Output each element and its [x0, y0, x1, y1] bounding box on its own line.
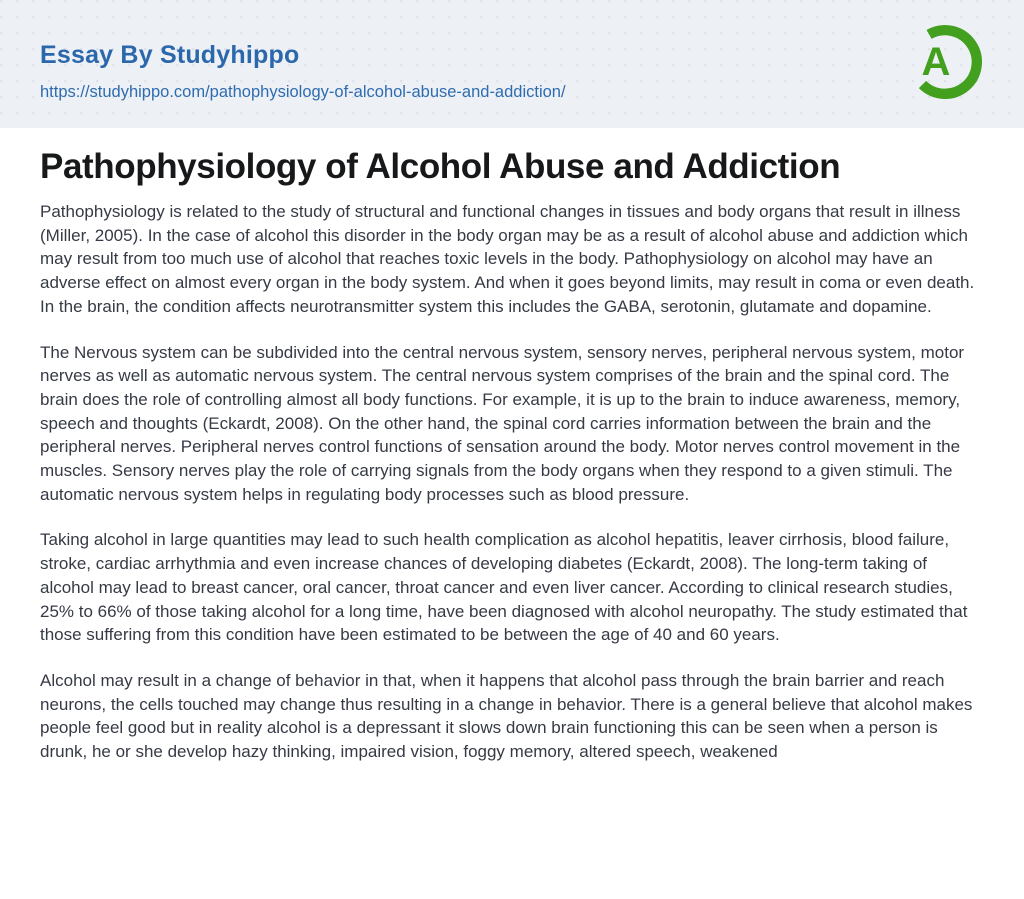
- article-paragraph: The Nervous system can be subdivided into the central nervous system, sensory nerves, peripheral nervous system, motor nerves as well as automatic nervous system. The central nervous system comprises of the brain and the spinal cord. The brain does the role of controlling almost all body functions. For example, it is up to the brain to induce awareness, memory, speech and thoughts (Eckardt, 2008). On the other hand, the spinal cord carries information between the brain and the peripheral nerves. Peripheral nerves control functions of sensation around the body. Motor nerves control movement in the muscles. Sensory nerves play the role of carrying signals from the body organs when they respond to a given stimuli. The automatic nervous system helps in regulating body processes such as blood pressure.: [40, 342, 965, 504]
- article-paragraph: Taking alcohol in large quantities may lead to such health complication as alcohol hepatitis, leaver cirrhosis, blood failure, stroke, cardiac arrhythmia and even increase chances of developing diabetes (Eckardt, 2008). The long-term taking of alcohol may lead to breast cancer, oral cancer, throat cancer and even liver cancer. According to clinical research studies, 25% to 66% of those taking alcohol for a long time, have been diagnosed with alcohol neuropathy. The study estimated that those suffering from this condition have been estimated to be between the age of 40 and 60 years.: [40, 530, 968, 645]
- studyhippo-logo: [902, 19, 988, 105]
- article-content: [0, 128, 1024, 764]
- source-url-link[interactable]: https://studyhippo.com/pathophysiology-of-alcohol-abuse-and-addiction/: [40, 83, 566, 101]
- page-header: [0, 0, 1024, 128]
- article-title: Pathophysiology of Alcohol Abuse and Addiction: [40, 147, 841, 186]
- article-paragraph: Pathophysiology is related to the study of structural and functional changes in tissues and body organs that result in illness (Miller, 2005). In the case of alcohol this disorder in the body organ may be as a result of alcohol abuse and addiction which may result from too much use of alcohol that reaches toxic levels in the body. Pathophysiology on alcohol may have an adverse effect on almost every organ in the body system. And when it goes beyond limits, may result in coma or even death. In the brain, the condition affects neurotransmitter system this includes the GABA, serotonin, glutamate and dopamine.: [40, 202, 975, 316]
- logo-letter: A: [921, 40, 951, 84]
- brand-title: Essay By Studyhippo: [40, 41, 300, 69]
- article-paragraph: Alcohol may result in a change of behavior in that, when it happens that alcohol pass through the brain barrier and reach neurons, the cells touched may change thus resulting in a change in behavior. There is a general believe that alcohol makes people feel good but in reality alcohol is a depressant it slows down brain functioning this can be seen when a person is drunk, he or she develop hazy thinking, impaired vision, foggy memory, altered speech, weakened: [40, 670, 973, 762]
